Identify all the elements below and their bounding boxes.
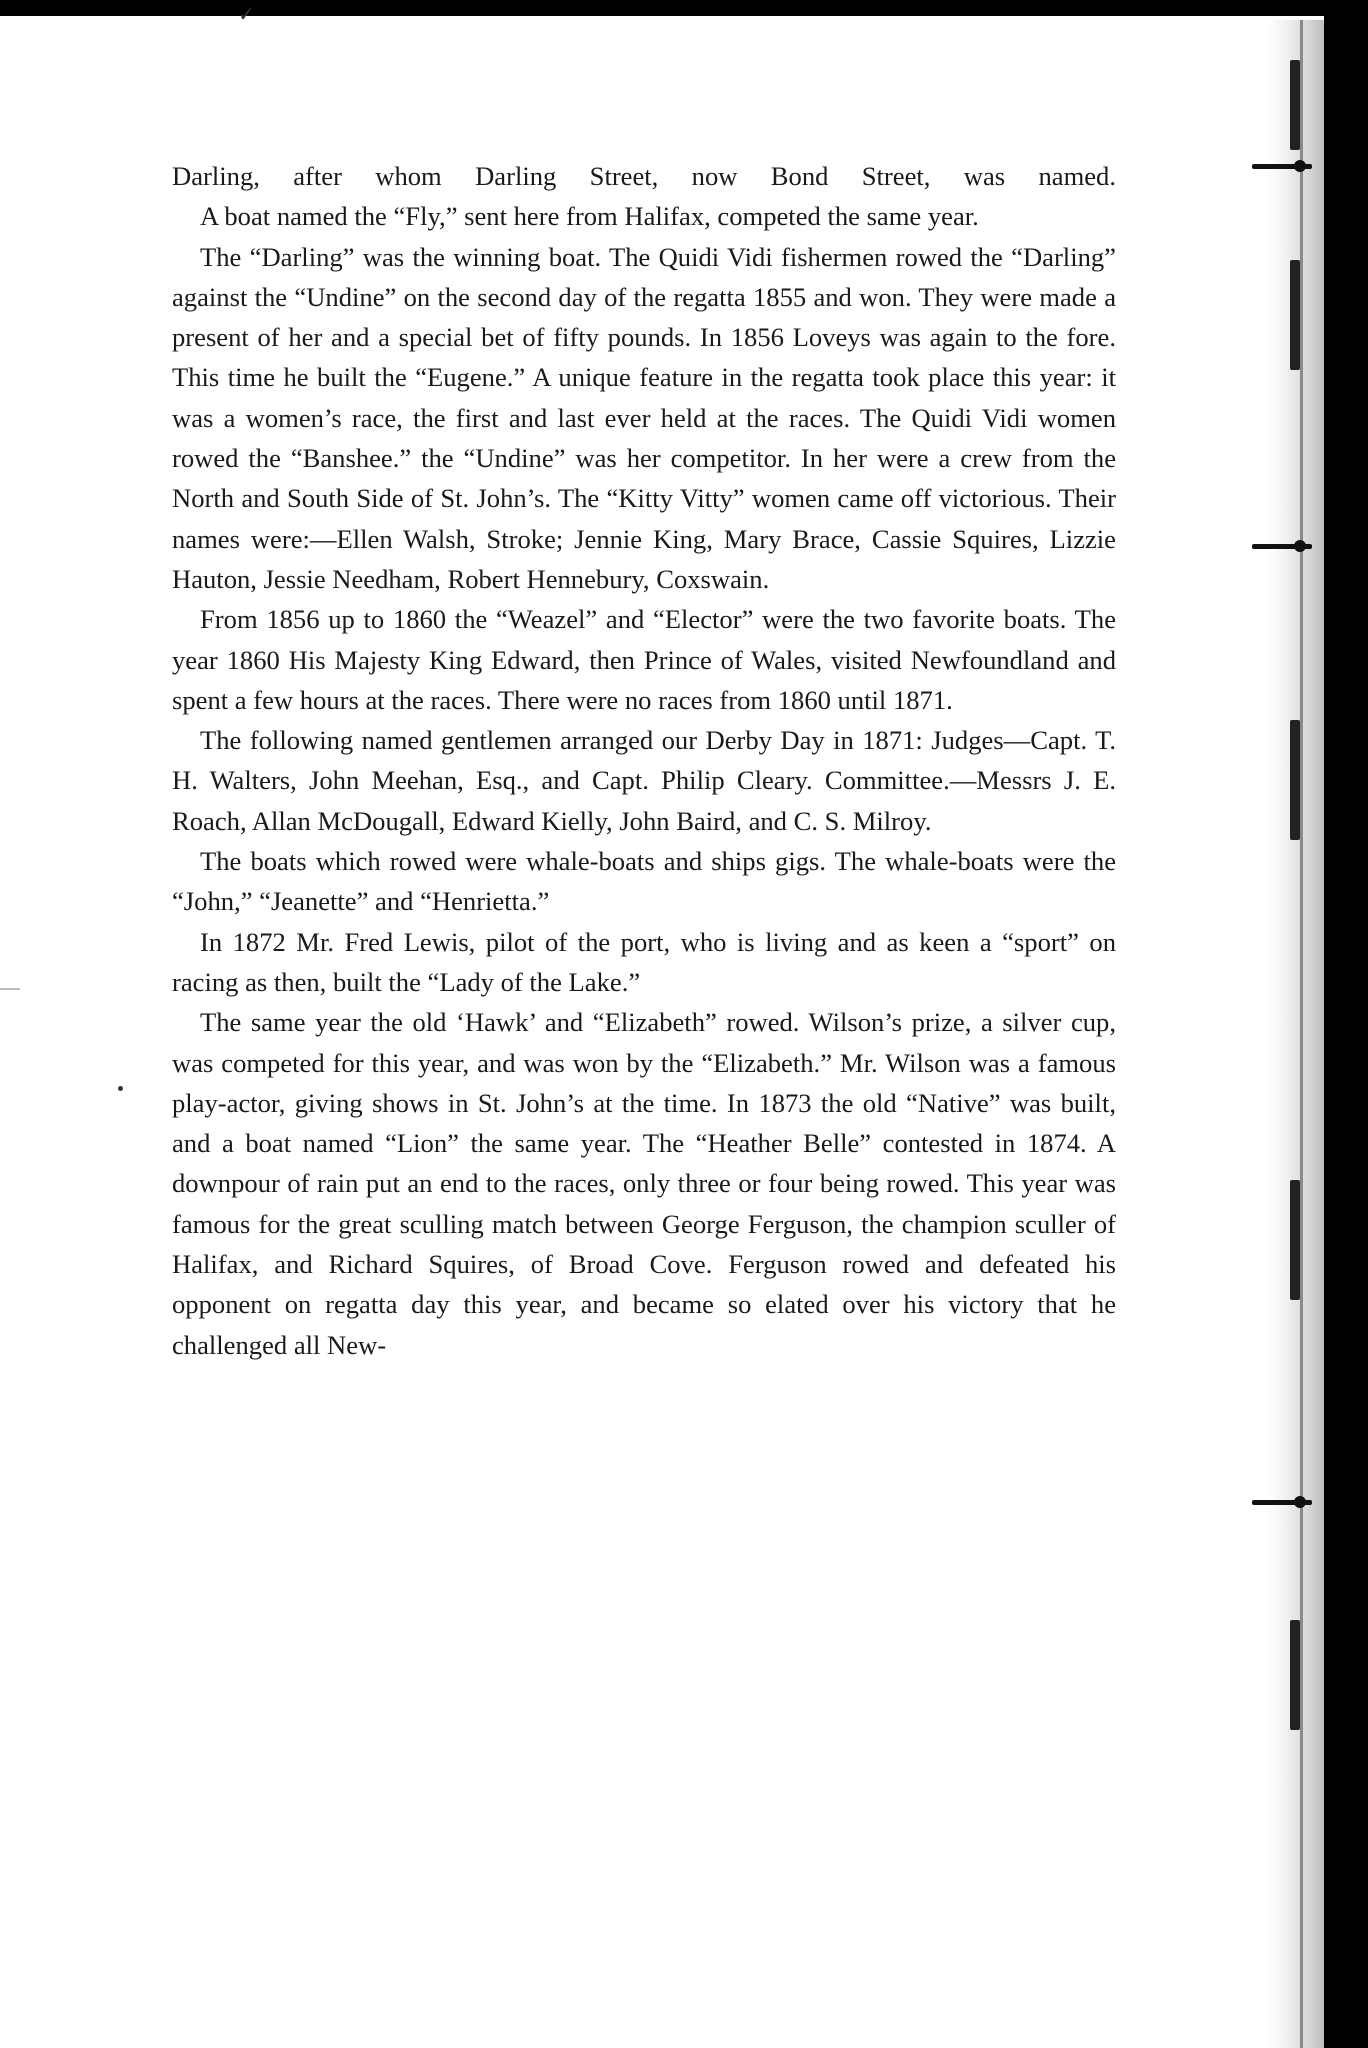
body-text (172, 156, 1116, 1365)
paragraph: The “Darling” was the winning boat. The Quidi Vidi fishermen rowed the “Darling” against the “Undine” on the second day of the regatta 1855 and won. They were made a present of her and a special bet of fifty pounds. In 1856 Loveys was again to the fore. This time he built the “Eugene.” A unique feature in the regatta took place this year: it was a women’s race, the first and last ever held at the races. The Quidi Vidi women rowed the “Banshee.” the “Undine” was her competitor. In her were a crew from the North and South Side of St. John’s. The “Kitty Vitty” women came off victorious. Their names were:—Ellen Walsh, Stroke; Jennie King, Mary Brace, Cassie Squires, Lizzie Hauton, Jessie Needham, Robert Hennebury, Coxswain. (172, 241, 1116, 594)
corner-mark-icon: ✓ (238, 4, 255, 26)
scan-right-border (1324, 0, 1368, 2048)
binding-mark (1290, 1180, 1300, 1300)
binding-stitch-knot (1294, 540, 1306, 552)
binding-mark (1290, 1620, 1300, 1730)
binding-stitch-knot (1294, 160, 1306, 172)
paragraph: The following named gentlemen arranged our Derby Day in 1871: Judges—Capt. T. H. Walters, John Meehan, Esq., and Capt. Philip Cleary. Committee.—Messrs J. E. Roach, Allan McDougall, Edward Kielly, John Baird, and C. S. Milroy. (172, 725, 1116, 836)
paragraph: The boats which rowed were whale-boats and ships gigs. The whale-boats were the “John,” “Jeanette” and “Henrietta.” (172, 846, 1116, 917)
scan-top-border (0, 0, 1368, 16)
binding-mark (1290, 720, 1300, 840)
ink-speck (118, 1086, 123, 1091)
paragraph: In 1872 Mr. Fred Lewis, pilot of the port, who is living and as keen a “sport” on racing as then, built the “Lady of the Lake.” (172, 926, 1116, 997)
paragraph: From 1856 up to 1860 the “Weazel” and “Elector” were the two favorite boats. The year 1860 His Majesty King Edward, then Prince of Wales, visited Newfoundland and spent a few hours at the races. There were no races from 1860 until 1871. (172, 604, 1116, 715)
paragraph: Darling, after whom Darling Street, now Bond Street, was named. (172, 161, 1116, 191)
page-crease (0, 988, 20, 990)
binding-stitch-knot (1294, 1496, 1306, 1508)
binding-edge-line (1300, 20, 1303, 2048)
paragraph: A boat named the “Fly,” sent here from Halifax, competed the same year. (200, 201, 979, 232)
paragraph: The same year the old ‘Hawk’ and “Elizabeth” rowed. Wilson’s prize, a silver cup, was competed for this year, and was won by the “Elizabeth.” Mr. Wilson was a famous play-actor, giving shows in St. John’s at the time. In 1873 the old “Native” was built, and a boat named “Lion” the same year. The “Heather Belle” contested in 1874. A downpour of rain put an end to the races, only three or four being rowed. This year was famous for the great sculling match between George Ferguson, the champion sculler of Halifax, and Richard Squires, of Broad Cove. Ferguson rowed and defeated his opponent on regatta day this year, and became so elated over his victory that he challenged all New- (172, 1007, 1116, 1360)
binding-mark (1290, 260, 1300, 370)
binding-mark (1290, 60, 1300, 150)
